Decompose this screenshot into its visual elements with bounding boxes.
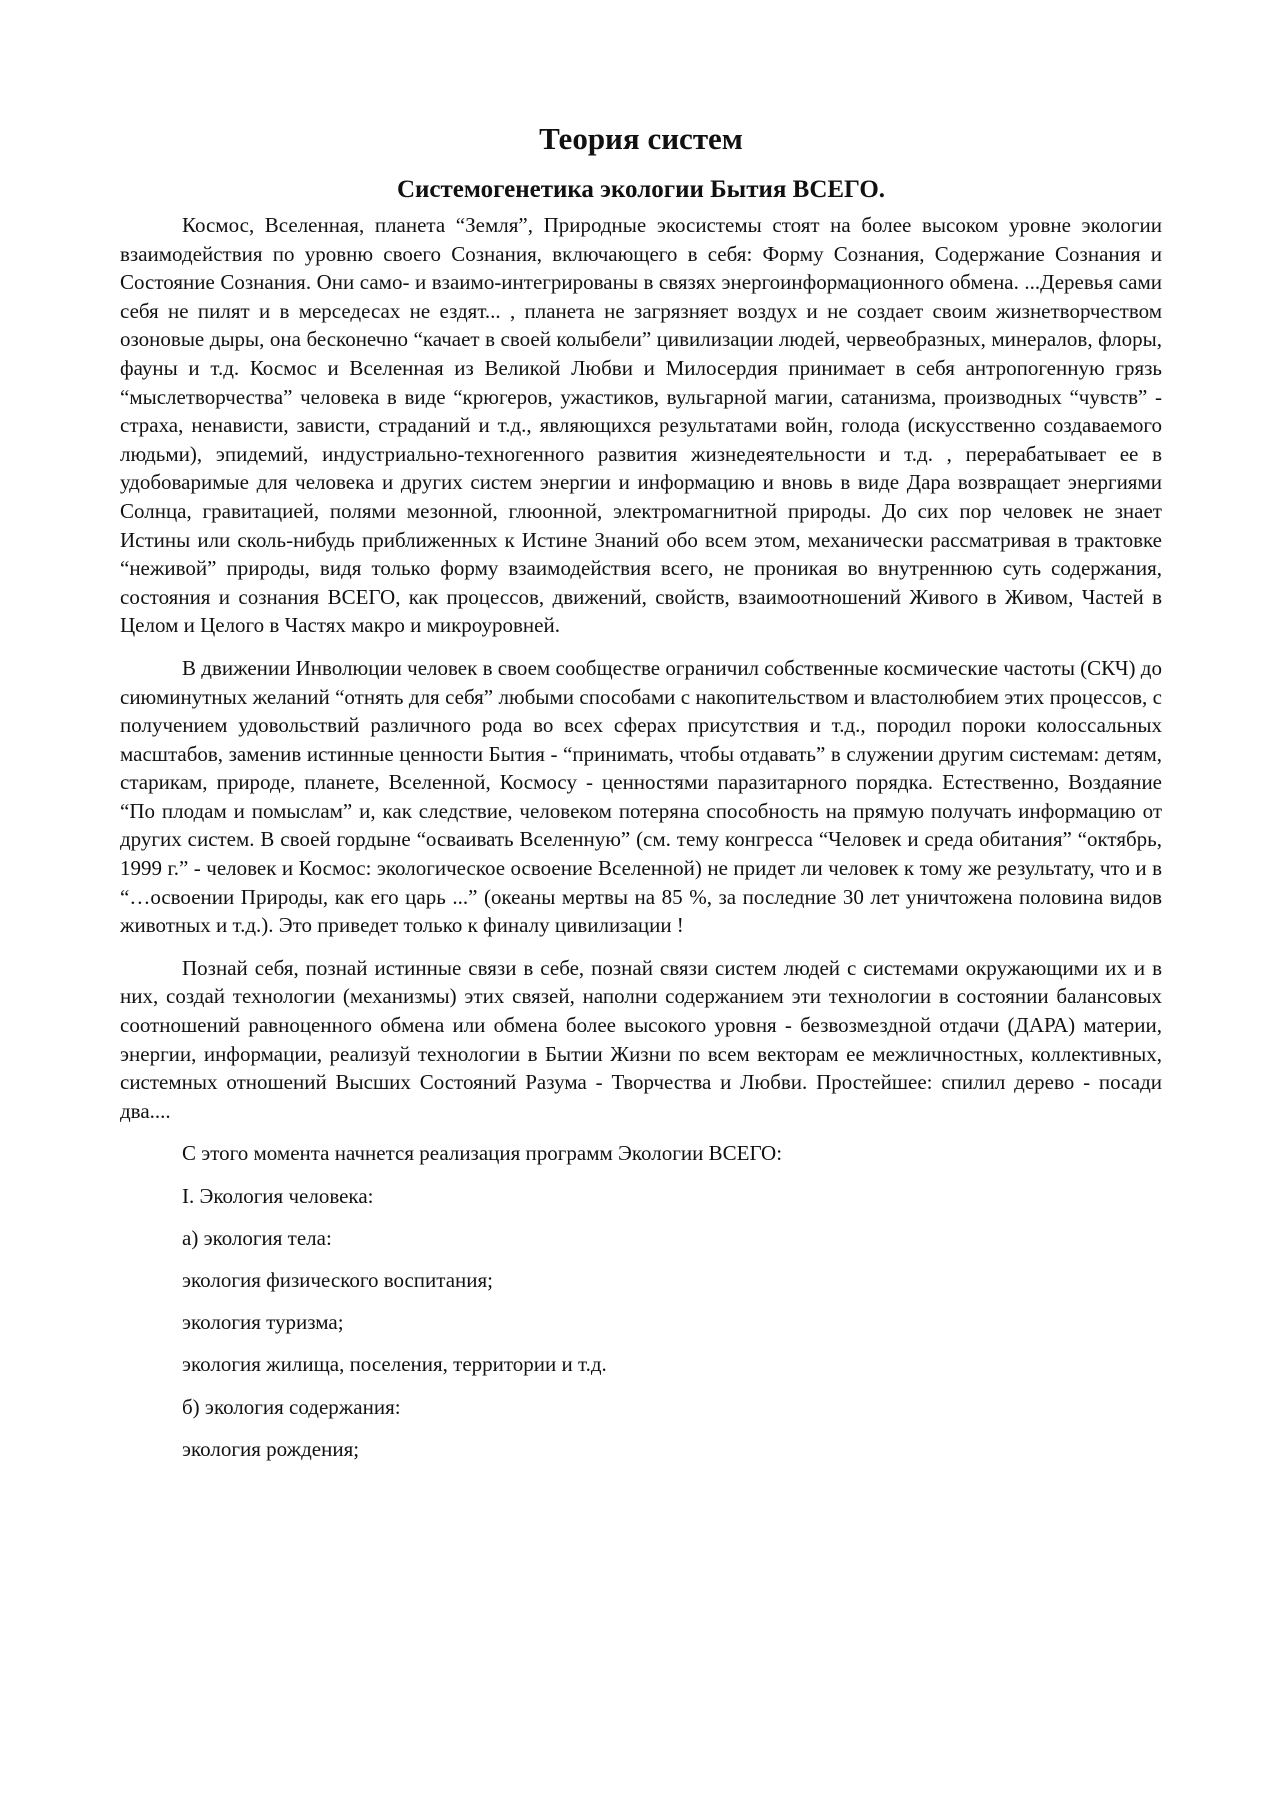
paragraph-cosmos: Космос, Вселенная, планета “Земля”, Природные экосистемы стоят на более высоком уровне экологии взаимодействия по уровню своего Сознания, включающего в себя: Форму Сознания, Содержание Сознания и Состояние Сознания. Они само- и взаимо-интегрированы в связях энергоинформационного обмена. ...Деревья сами себя не пилят и в мерседесах не ездят... , планета не загрязняет воздух и не создает своим жизнетворчеством озоновые дыры, она бесконечно “качает в своей колыбели” цивилизации людей, червеобразных, минералов, флоры, фауны и т.д. Космос и Вселенная из Великой Любви и Милосердия принимает в себя антропогенную грязь “мыслетворчества” человека в виде “крюгеров, ужастиков, вульгарной магии, сатанизма, производных “чувств” - страха, ненависти, зависти, страданий и т.д., являющихся результатами войн, голода (искусственно создаваемого людьми), эпидемий, индустриально-техногенного развития жизнедеятельности и т.д. , перерабатывает ее в удобоваримые для человека и других систем энергии и информацию и вновь в виде Дара возвращает энергиями Солнца, гравитацией, полями мезонной, глюонной, электромагнитной природы. До сих пор человек не знает Истины или сколь-нибудь приближенных к Истине Знаний обо всем этом, механически рассматривая в трактовке “неживой” природы, видя только форму взаимодействия всего, не проникая во внутреннюю суть содержания, состояния и сознания ВСЕГО, как процессов, движений, свойств, взаимоотношений Живого в Живом, Частей в Целом и Целого в Частях макро и микроуровней.	[120, 213, 1162, 638]
document-page	[120, 118, 1162, 1477]
paragraph-involution: В движении Инволюции человек в своем сообществе ограничил собственные космические частоты (СКЧ) до сиюминутных желаний “отнять для себя” любыми способами с накопительством и властолюбием этих процессов, с получением удовольствий различного рода во всех сферах присутствия и т.д., породил пороки колоссальных масштабов, заменив истинные ценности Бытия - “принимать, чтобы отдавать” в служении другим системам: детям, старикам, природе, планете, Вселенной, Космосу - ценностями паразитарного порядка. Естественно, Воздаяние “По плодам и помыслам” и, как следствие, человеком потеряна способность на прямую получать информацию от других систем. В своей гордыне “осваивать Вселенную” (см. тему конгресса “Человек и среда обитания” “октябрь, 1999 г.” - человек и Космос: экологическое освоение Вселенной) не придет ли человек к тому же результату, что и в “…освоении Природы, как его царь ...” (океаны мертвы на 85 %, за последние 30 лет уничтожена половина видов животных и т.д.). Это приведет только к финалу цивилизации !	[120, 655, 1162, 938]
list-subheading-body-ecology: а) экология тела:	[182, 1225, 332, 1250]
document-title: Теория систем	[539, 121, 743, 156]
list-item: экология жилища, поселения, территории и т.д.	[182, 1352, 607, 1377]
list-item: экология физического воспитания;	[182, 1267, 494, 1292]
list-heading-human-ecology: I. Экология человека:	[182, 1183, 374, 1208]
list-subheading-content-ecology: б) экология содержания:	[182, 1394, 401, 1419]
paragraph-know-thyself: Познай себя, познай истинные связи в себе, познай связи систем людей с системами окружающими их и в них, создай технологии (механизмы) этих связей, наполни содержанием эти технологии в состоянии балансовых соотношений равноценного обмена или обмена более высокого уровня - безвозмездной отдачи (ДАРА) материи, энергии, информации, реализуй технологии в Бытии Жизни по всем векторам ее межличностных, коллективных, системных отношений Высших Состояний Разума - Творчества и Любви. Простейшее: спилил дерево - посади два....	[120, 955, 1162, 1123]
list-item: экология туризма;	[182, 1310, 344, 1335]
list-item: экология рождения;	[182, 1436, 360, 1461]
program-intro-line: С этого момента начнется реализация программ Экологии ВСЕГО:	[182, 1141, 783, 1166]
document-subtitle: Системогенетика экологии Бытия ВСЕГО.	[396, 176, 886, 203]
